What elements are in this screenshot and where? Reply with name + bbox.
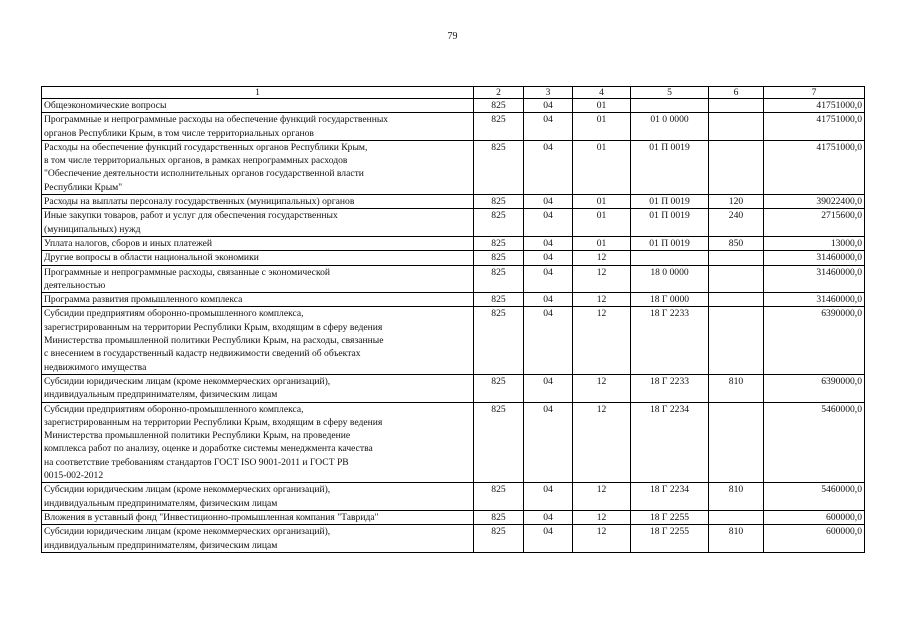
page-number: 79 <box>447 31 458 42</box>
section-code-cell: 04 <box>524 265 573 293</box>
table-header-row <box>42 87 865 99</box>
amount-cell: 6390000,0 <box>764 374 865 402</box>
section-code-cell: 04 <box>524 307 573 374</box>
column-header: 3 <box>524 87 573 99</box>
subsection-code-cell: 01 <box>573 236 631 250</box>
section-code-cell: 04 <box>524 483 573 511</box>
target-article-cell <box>631 99 709 113</box>
row-name-cell: Субсидии предприятиям оборонно-промышленного комплекса, зарегистрированным на территории Республики Крым, входящим в сферу ведения Министерства промышленной политики Республики Крым, на расходы, связанные с внесением в государственный кадастр недвижимости сведений об объектах недвижимого имущества <box>42 307 474 374</box>
admin-code-cell: 825 <box>474 293 524 307</box>
table-body <box>42 99 865 553</box>
amount-cell: 2715600,0 <box>764 209 865 237</box>
subsection-code-cell: 01 <box>573 195 631 209</box>
section-code-cell: 04 <box>524 293 573 307</box>
expense-type-cell <box>709 140 764 194</box>
admin-code-cell: 825 <box>474 113 524 141</box>
row-name-cell: Вложения в уставный фонд "Инвестиционно-промышленная компания "Таврида" <box>42 510 474 524</box>
table-row <box>42 195 865 209</box>
table-row <box>42 113 865 141</box>
section-code-cell: 04 <box>524 99 573 113</box>
column-header: 5 <box>631 87 709 99</box>
expense-type-cell <box>709 510 764 524</box>
subsection-code-cell: 12 <box>573 307 631 374</box>
table-row <box>42 307 865 374</box>
column-header: 7 <box>764 87 865 99</box>
expense-type-cell <box>709 251 764 265</box>
subsection-code-cell: 12 <box>573 483 631 511</box>
amount-cell: 600000,0 <box>764 525 865 553</box>
row-name-cell: Общеэкономические вопросы <box>42 99 474 113</box>
column-header: 1 <box>42 87 474 99</box>
target-article-cell: 01 П 0019 <box>631 209 709 237</box>
subsection-code-cell: 12 <box>573 251 631 265</box>
target-article-cell: 01 П 0019 <box>631 236 709 250</box>
subsection-code-cell: 12 <box>573 402 631 483</box>
expense-type-cell <box>709 402 764 483</box>
admin-code-cell: 825 <box>474 374 524 402</box>
admin-code-cell: 825 <box>474 525 524 553</box>
amount-cell: 31460000,0 <box>764 293 865 307</box>
subsection-code-cell: 01 <box>573 113 631 141</box>
section-code-cell: 04 <box>524 374 573 402</box>
target-article-cell: 18 Г 0000 <box>631 293 709 307</box>
admin-code-cell: 825 <box>474 483 524 511</box>
target-article-cell: 18 Г 2234 <box>631 402 709 483</box>
row-name-cell: Другие вопросы в области национальной экономики <box>42 251 474 265</box>
target-article-cell: 18 0 0000 <box>631 265 709 293</box>
row-name-cell: Расходы на выплаты персоналу государственных (муниципальных) органов <box>42 195 474 209</box>
section-code-cell: 04 <box>524 236 573 250</box>
column-header: 6 <box>709 87 764 99</box>
target-article-cell: 18 Г 2255 <box>631 510 709 524</box>
expense-type-cell <box>709 113 764 141</box>
section-code-cell: 04 <box>524 113 573 141</box>
expense-type-cell: 810 <box>709 374 764 402</box>
target-article-cell: 01 0 0000 <box>631 113 709 141</box>
table-row <box>42 140 865 194</box>
admin-code-cell: 825 <box>474 236 524 250</box>
admin-code-cell: 825 <box>474 307 524 374</box>
admin-code-cell: 825 <box>474 402 524 483</box>
admin-code-cell: 825 <box>474 195 524 209</box>
admin-code-cell: 825 <box>474 140 524 194</box>
row-name-cell: Расходы на обеспечение функций государственных органов Республики Крым, в том числе территориальных органов, в рамках непрограммных расходов "Обеспечение деятельности исполнительных органов государственной власти Республики Крым" <box>42 140 474 194</box>
amount-cell: 31460000,0 <box>764 251 865 265</box>
subsection-code-cell: 12 <box>573 265 631 293</box>
amount-cell: 41751000,0 <box>764 140 865 194</box>
table-row <box>42 265 865 293</box>
admin-code-cell: 825 <box>474 510 524 524</box>
subsection-code-cell: 01 <box>573 99 631 113</box>
section-code-cell: 04 <box>524 195 573 209</box>
subsection-code-cell: 12 <box>573 293 631 307</box>
amount-cell: 41751000,0 <box>764 113 865 141</box>
row-name-cell: Субсидии предприятиям оборонно-промышленного комплекса, зарегистрированным на территории Республики Крым, входящим в сферу ведения Министерства промышленной политики Республики Крым, на проведение комплекса работ по анализу, оценке и доработке системы менеджмента качества на соответствие требованиям стандартов ГОСТ ISO 9001-2011 и ГОСТ РВ 0015-002-2012 <box>42 402 474 483</box>
target-article-cell: 18 Г 2233 <box>631 307 709 374</box>
target-article-cell: 01 П 0019 <box>631 195 709 209</box>
target-article-cell: 18 Г 2234 <box>631 483 709 511</box>
expense-type-cell <box>709 99 764 113</box>
amount-cell: 5460000,0 <box>764 483 865 511</box>
expense-type-cell: 810 <box>709 525 764 553</box>
row-name-cell: Иные закупки товаров, работ и услуг для обеспечения государственных (муниципальных) нужд <box>42 209 474 237</box>
row-name-cell: Субсидии юридическим лицам (кроме некоммерческих организаций), индивидуальным предпринимателям, физическим лицам <box>42 483 474 511</box>
section-code-cell: 04 <box>524 209 573 237</box>
admin-code-cell: 825 <box>474 99 524 113</box>
expense-type-cell <box>709 293 764 307</box>
expense-type-cell: 850 <box>709 236 764 250</box>
subsection-code-cell: 01 <box>573 140 631 194</box>
target-article-cell: 01 П 0019 <box>631 140 709 194</box>
admin-code-cell: 825 <box>474 265 524 293</box>
table-row <box>42 510 865 524</box>
amount-cell: 41751000,0 <box>764 99 865 113</box>
expense-type-cell: 240 <box>709 209 764 237</box>
subsection-code-cell: 12 <box>573 374 631 402</box>
table-row <box>42 99 865 113</box>
section-code-cell: 04 <box>524 251 573 265</box>
column-header: 4 <box>573 87 631 99</box>
expense-type-cell: 120 <box>709 195 764 209</box>
section-code-cell: 04 <box>524 140 573 194</box>
target-article-cell: 18 Г 2255 <box>631 525 709 553</box>
table-row <box>42 402 865 483</box>
section-code-cell: 04 <box>524 525 573 553</box>
amount-cell: 31460000,0 <box>764 265 865 293</box>
table-row <box>42 293 865 307</box>
amount-cell: 600000,0 <box>764 510 865 524</box>
table-row <box>42 483 865 511</box>
table-row <box>42 251 865 265</box>
budget-table <box>41 86 865 553</box>
section-code-cell: 04 <box>524 510 573 524</box>
row-name-cell: Субсидии юридическим лицам (кроме некоммерческих организаций), индивидуальным предпринимателям, физическим лицам <box>42 525 474 553</box>
row-name-cell: Субсидии юридическим лицам (кроме некоммерческих организаций), индивидуальным предпринимателям, физическим лицам <box>42 374 474 402</box>
amount-cell: 13000,0 <box>764 236 865 250</box>
table-row <box>42 236 865 250</box>
column-header: 2 <box>474 87 524 99</box>
subsection-code-cell: 12 <box>573 510 631 524</box>
row-name-cell: Уплата налогов, сборов и иных платежей <box>42 236 474 250</box>
expense-type-cell: 810 <box>709 483 764 511</box>
table-row <box>42 525 865 553</box>
admin-code-cell: 825 <box>474 251 524 265</box>
target-article-cell <box>631 251 709 265</box>
row-name-cell: Программные и непрограммные расходы, связанные с экономической деятельностью <box>42 265 474 293</box>
table-row <box>42 374 865 402</box>
target-article-cell: 18 Г 2233 <box>631 374 709 402</box>
row-name-cell: Программа развития промышленного комплекса <box>42 293 474 307</box>
amount-cell: 39022400,0 <box>764 195 865 209</box>
subsection-code-cell: 01 <box>573 209 631 237</box>
section-code-cell: 04 <box>524 402 573 483</box>
expense-type-cell <box>709 307 764 374</box>
subsection-code-cell: 12 <box>573 525 631 553</box>
amount-cell: 5460000,0 <box>764 402 865 483</box>
expense-type-cell <box>709 265 764 293</box>
row-name-cell: Программные и непрограммные расходы на обеспечение функций государственных органов Республики Крым, в том числе территориальных органов <box>42 113 474 141</box>
table-row <box>42 209 865 237</box>
admin-code-cell: 825 <box>474 209 524 237</box>
amount-cell: 6390000,0 <box>764 307 865 374</box>
